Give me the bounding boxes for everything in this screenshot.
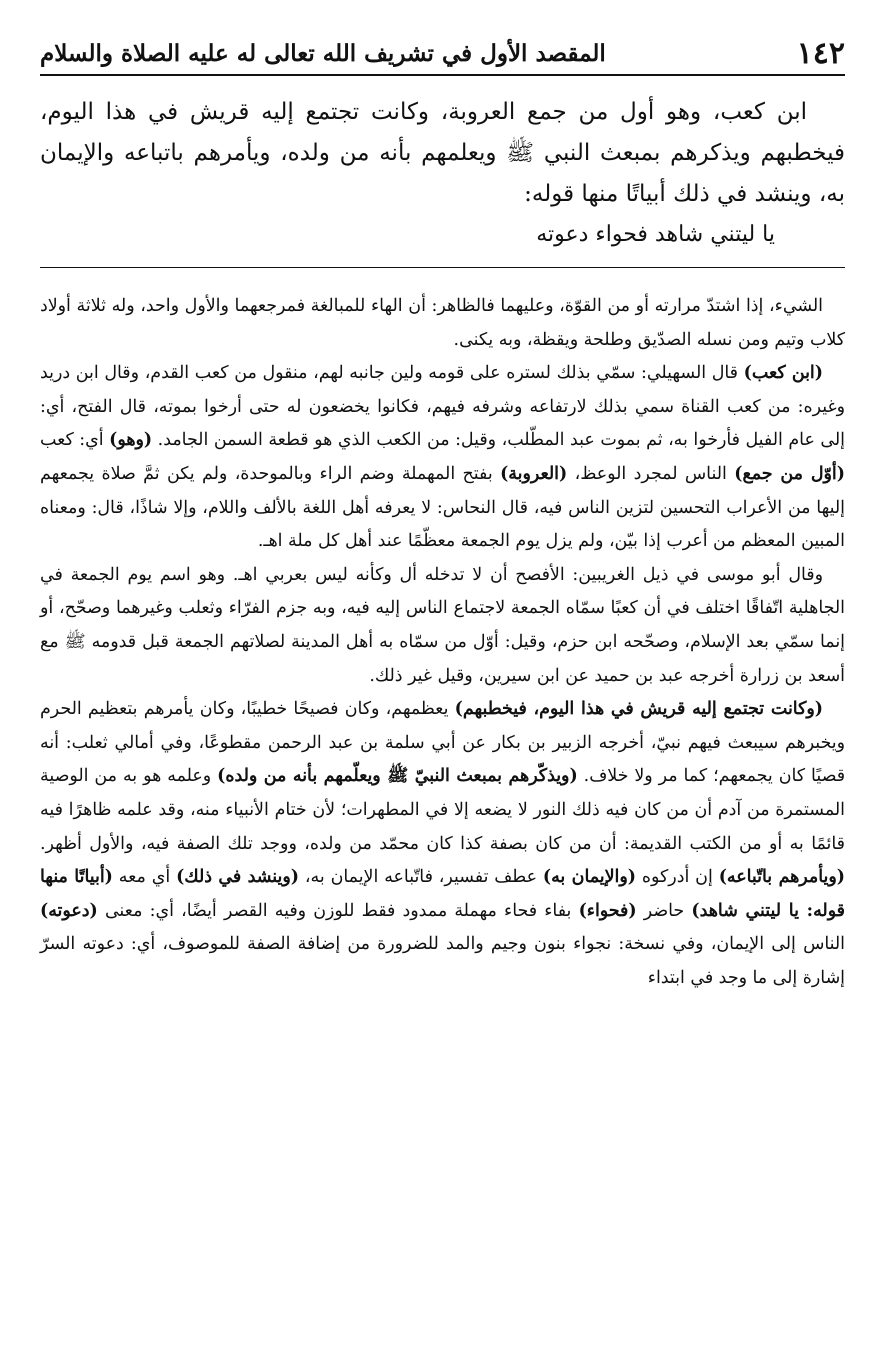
quoted-phrase: (ويأمرهم باتّباعه)	[718, 867, 845, 888]
quoted-phrase: (وكانت تجتمع إليه قريش في هذا اليوم، فيخطبهم)	[454, 699, 823, 720]
section-divider	[40, 267, 845, 268]
verse-line: يا ليتني شاهد فحواء دعوته	[536, 222, 775, 247]
commentary-paragraph: الشيء، إذا اشتدّ مرارته أو من القوّة، وعليهما فالظاهر: أن الهاء للمبالغة فمرجعهما والأول واحد، وله ثلاثة أولاد كلاب وتيم ومن نسله الصدّيق وطلحة ويقظة، وبه يكنى.	[40, 296, 845, 350]
commentary-text: أي معه	[112, 867, 177, 888]
commentary-text: إن أدركوه	[636, 867, 719, 888]
quoted-phrase: (أوّل من جمع)	[734, 463, 845, 484]
commentary	[40, 290, 845, 995]
page-number: ١٤٢	[796, 36, 845, 71]
quoted-phrase: (دعوته)	[40, 900, 98, 921]
commentary-paragraph: وقال أبو موسى في ذيل الغريبين: الأفصح أن لا تدخله أل وكأنه ليس بعربي اهـ. وهو اسم يوم الجمعة في الجاهلية اتّفاقًا اختلف في أن كعبًا سمّاه الجمعة لاجتماع الناس إليه فيه، وبه جزم الفرّاء وثعلب وغيرهما وصحّح، أو إنما سمّي بعد الإسلام، وصحّحه ابن حزم، وقيل: أوّل من سمّاه به أهل المدينة لصلاتهم الجمعة قبل قدومه ﷺ مع أسعد بن زرارة أخرجه عبد بن حميد عن ابن سيرين، وقيل غير ذلك.	[40, 564, 845, 686]
commentary-text: وعلمه هو به من الوصية المستمرة من آدم أن من كان فيه ذلك النور لا يضعه إلا في المطهرات؛ لأن ختام الأنبياء منه، وقد علمه ظاهرًا فيه قائمًا به أو من الكتب القديمة: أن من كان بصفة كذا كان محمّد من ولده، ووجد تلك الصفة فيه، والأول أظهر.	[40, 766, 845, 854]
quoted-phrase: (وهو)	[109, 430, 153, 451]
commentary-paragraph	[40, 357, 845, 559]
quoted-phrase: (وينشد في ذلك)	[176, 867, 300, 888]
commentary-text: قال السهيلي: سمّي بذلك لستره على قومه ولين جانبه لهم، منقول من كعب القدم، وقال ابن دريد وغيره: من كعب القناة سمي بذلك لارتفاعه وشرفه فيهم، فكانوا يخضعون له حتى أرخوا بموته، قال الفتح، أي: إلى عام الفيل فأرخوا به، ثم بموت عبد المطّلب، وقيل: من الكعب الذي هو قطعة السمن الجامد.	[40, 363, 845, 451]
commentary-text: يعظمهم، وكان فصيحًا خطيبًا، وكان يأمرهم بتعظيم الحرم ويخبرهم سيبعث فيهم نبيّ، أخرجه الزبير بن بكار عن أبي سلمة بن عبد الرحمن مقطوعًا، وفي أمالي ثعلب: أنه قصيًا كان يجمعهم؛ كما مر ولا خلاف.	[40, 699, 846, 787]
quoted-phrase: (أبياتًا منها قوله: يا ليتني شاهد)	[40, 867, 845, 921]
main-paragraph: ابن كعب، وهو أول من جمع العروبة، وكانت تجتمع إليه قريش في هذا اليوم، فيخطبهم ويذكرهم بمبعث النبي ﷺ ويعلمهم بأنه من ولده، ويأمرهم باتباعه والإيمان به، وينشد في ذلك أبياتًا منها قوله:	[40, 99, 845, 207]
running-title: المقصد الأول في تشريف الله تعالى له عليه الصلاة والسلام	[40, 40, 606, 67]
commentary-text: حاضر	[636, 900, 692, 921]
commentary-paragraph	[40, 693, 845, 995]
commentary-text: عطف تفسير، فاتّباعه الإيمان به،	[299, 867, 543, 888]
quoted-phrase: (ويذكّرهم بمبعث النبيّ ﷺ ويعلّمهم بأنه من ولده)	[217, 766, 578, 787]
commentary-text: بفتح المهملة وضم الراء وبالموحدة، ولم يكن ثمَّ صلاة يجمعهم إليها من الأعراب التحسين لتزين الناس فيه، قال النحاس: لا يعرفه أهل اللغة بالألف واللام، وإلا شاذًا، قال: ومعناه المبين المعظم من أعرب إذا بيّن، ولم يزل يوم الجمعة معظّمًا عند أهل كل ملة اهـ.	[40, 463, 845, 552]
commentary-text: بفاء فحاء مهملة ممدود فقط للوزن وفيه القصر أيضًا، أي: معنى	[97, 900, 579, 921]
quoted-phrase: (العروبة)	[500, 463, 568, 484]
main-text	[40, 92, 845, 255]
quoted-phrase: (فحواء)	[578, 900, 637, 921]
quoted-phrase: (ابن كعب)	[743, 363, 823, 384]
commentary-text: أي: كعب	[40, 430, 110, 451]
commentary-text: الناس إلى الإيمان، وفي نسخة: نجواء بنون وجيم والمد للضرورة من إضافة الصفة للموصوف، أي: دعوته السرّ إشارة إلى ما وجد في ابتداء	[40, 934, 845, 988]
commentary-text: الناس لمجرد الوعظ،	[567, 463, 735, 484]
quoted-phrase: (والإيمان به)	[542, 867, 637, 888]
page-header	[40, 28, 845, 76]
book-page	[40, 28, 845, 1338]
